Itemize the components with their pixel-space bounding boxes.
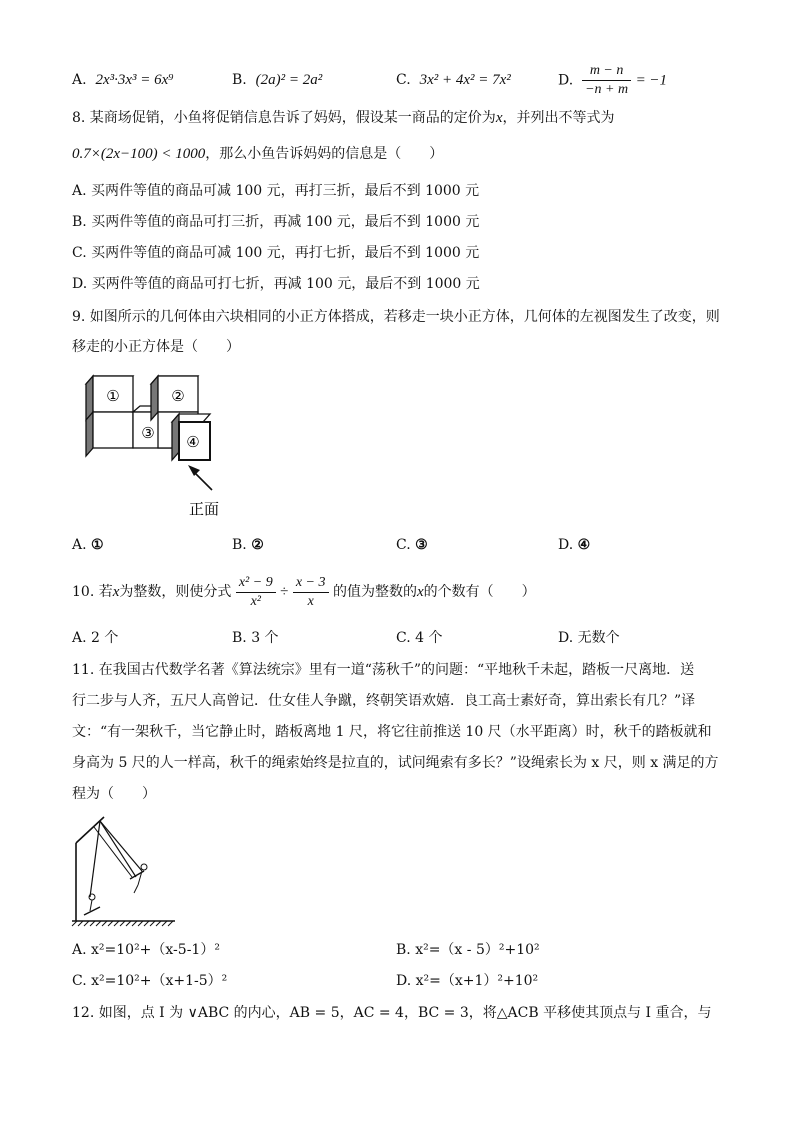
q10-option-c: C. 4 个 <box>396 630 443 646</box>
q11-stem-line4: 身高为 5 尺的人一样高，秋千的绳索始终是拉直的，试问绳索有多长？”设绳索长为 x 尺，则 x 满足的方 <box>72 755 719 771</box>
q10-fraction-2: $\frac{x - 3}{x}$ <box>293 574 329 611</box>
q11-stem-line5: 程为（ ） <box>72 786 156 802</box>
q11-option-d: D. x²=（x+1）²+10² <box>396 973 539 989</box>
q9-stem-line1: 9. 如图所示的几何体由六块相同的小正方体搭成，若移走一块小正方体，几何体的左视图发生了改变，则 <box>72 309 720 325</box>
q7-option-b: B. (2a)² = 2a² <box>232 72 323 88</box>
q7-option-d-fraction: $\frac{m - n}{-n + m}$ <box>582 62 631 99</box>
front-label: 正面 <box>188 500 220 518</box>
q7-option-b-expr: (2a)² = 2a² <box>255 72 323 88</box>
q8-option-d: D. 买两件等值的商品可打七折，再减 100 元，最后不到 1000 元 <box>72 276 480 292</box>
cube-label-4: ④ <box>186 433 200 451</box>
q8-option-b: B. 买两件等值的商品可打三折，再减 100 元，最后不到 1000 元 <box>72 214 480 230</box>
q11-stem-line2: 行二步与人齐，五尺人高曾记．仕女佳人争蹴，终朝笑语欢嬉．良工高士素好奇，算出索长有几？”译 <box>72 693 696 709</box>
q8-inequality: 0.7×(2x−100) < 1000 <box>72 146 206 162</box>
q10-stem: 10. 若x为整数，则使分式 $\frac{\text{x² − 9}}{\text{x²}}$ ÷ $\frac{x - 3}{x}$ 的值为整数的x的个数有（ ） <box>72 574 536 609</box>
q11-swing-figure <box>70 815 180 930</box>
q7-option-c: C. 3x² + 4x² = 7x² <box>396 72 511 88</box>
q11-option-b: B. x²=（x - 5）²+10² <box>396 942 540 958</box>
q11-stem-line3: 文：“有一架秋千，当它静止时，踏板离地 1 尺，将它往前推送 10 尺（水平距离）时，秋千的踏板就和 <box>72 724 712 740</box>
q9-stem-line2: 移走的小正方体是（ ） <box>72 339 240 355</box>
q8-option-c: C. 买两件等值的商品可减 100 元，再打七折，最后不到 1000 元 <box>72 245 480 261</box>
q10-option-d: D. 无数个 <box>558 630 620 646</box>
q9-option-c: C. ③ <box>396 537 428 553</box>
q10-option-a: A. 2 个 <box>72 630 119 646</box>
q7-option-a: A. 2x³·3x³ = 6x⁹ <box>72 72 174 88</box>
q8-stem-line1: 8. 某商场促销，小鱼将促销信息告诉了妈妈，假设某一商品的定价为x，并列出不等式为 <box>72 110 615 126</box>
q7-option-d-rhs: = −1 <box>635 72 668 89</box>
q11-option-a: A. x²=10²+（x-5-1）² <box>72 942 220 958</box>
q7-option-d: D. $\frac{m - n}{-n + m}$ = −1 <box>558 63 668 97</box>
q8-stem-line2: 0.7×(2x−100) < 1000，那么小鱼告诉妈妈的信息是（ ） <box>72 146 444 162</box>
q9-option-d: D. ④ <box>558 537 591 553</box>
q9-cube-figure <box>80 370 240 525</box>
q11-stem-line1: 11. 在我国古代数学名著《算法统宗》里有一道“荡秋千”的问题：“平地秋千未起，踏板一尺离地．送 <box>72 662 695 678</box>
q9-option-b: B. ② <box>232 537 264 553</box>
cube-label-3: ③ <box>141 424 155 442</box>
q11-option-c: C. x²=10²+（x+1-5）² <box>72 973 228 989</box>
q8-option-a: A. 买两件等值的商品可减 100 元，再打三折，最后不到 1000 元 <box>72 183 480 199</box>
cube-label-1: ① <box>106 387 120 405</box>
q10-option-b: B. 3 个 <box>232 630 279 646</box>
q10-fraction-1: $\frac{\text{x² − 9}}{\text{x²}}$ <box>236 574 276 611</box>
q12-stem: 12. 如图，点 I 为 ∨ABC 的内心，AB = 5，AC = 4，BC = 3，将△ACB 平移使其顶点与 I 重合，与 <box>72 1005 712 1021</box>
q7-option-a-expr: 2x³·3x³ = 6x⁹ <box>95 72 174 88</box>
cube-label-2: ② <box>171 387 185 405</box>
q7-option-c-expr: 3x² + 4x² = 7x² <box>419 72 511 88</box>
q9-option-a: A. ① <box>72 537 104 553</box>
